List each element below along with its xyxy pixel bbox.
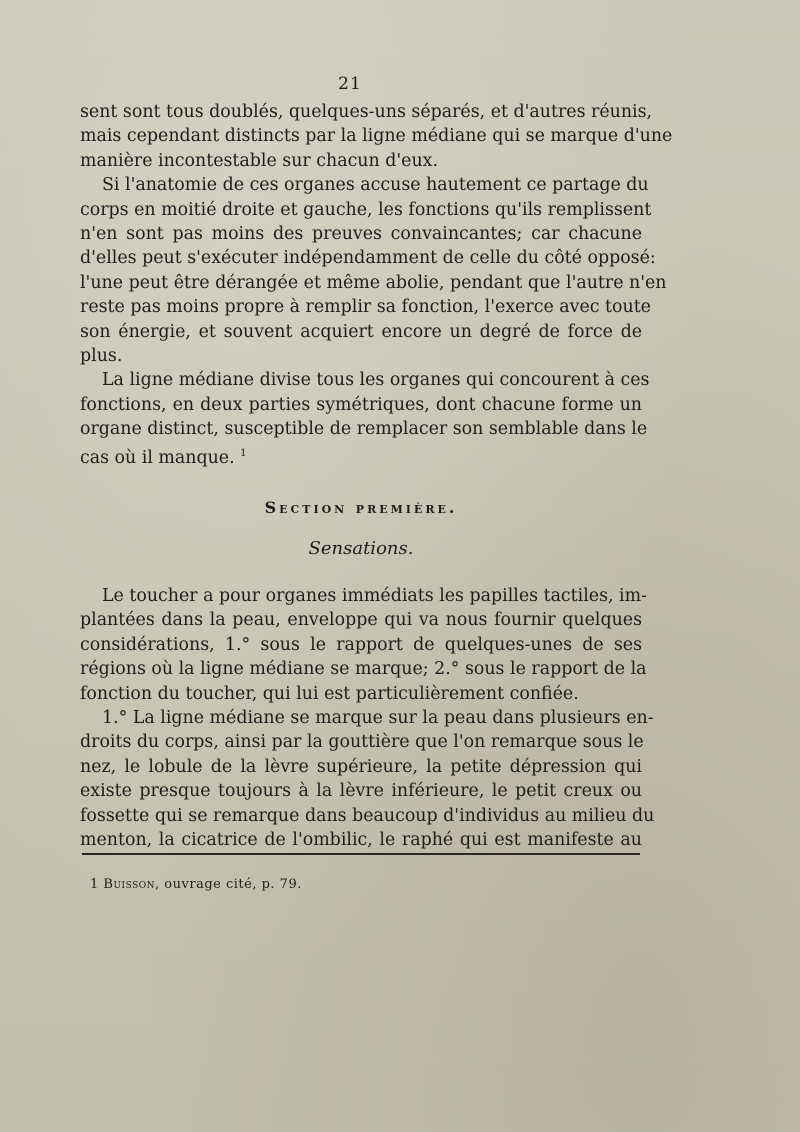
text-line: fonctions, en deux parties symétriques, dont chacune forme un xyxy=(80,394,642,415)
text-line: mais cependant distincts par la ligne médiane qui se marque d'une xyxy=(80,126,673,147)
text-line: nez, le lobule de la lèvre supérieure, la petite dépression qui xyxy=(80,756,642,777)
text-line: manière incontestable sur chacun d'eux. xyxy=(80,150,438,171)
footnote-mark: 1 xyxy=(90,877,99,892)
text-line: fonction du toucher, qui lui est particulièrement confiée. xyxy=(80,683,579,704)
text-line: Si l'anatomie de ces organes accuse hautement ce partage du xyxy=(102,175,649,196)
text-line: Le toucher a pour organes immédiats les papilles tactiles, im- xyxy=(102,586,647,606)
text-line: plus. xyxy=(80,346,123,367)
text-line: 1.° La ligne médiane se marque sur la peau dans plusieurs en- xyxy=(102,708,654,729)
text-line: n'en sont pas moins des preuves convaincantes; car chacune xyxy=(80,224,642,245)
section-subtitle: Sensations. xyxy=(308,538,414,559)
text-line: menton, la cicatrice de l'ombilic, le raphé qui est manifeste au xyxy=(80,830,642,851)
footnote-text: , ouvrage cité, p. 79. xyxy=(155,877,302,892)
footnote-author: Buisson xyxy=(103,877,156,892)
section-title: Section première. xyxy=(264,498,458,517)
body-text-top xyxy=(80,100,673,470)
text-line: d'elles peut s'exécuter indépendamment de celle du côté opposé: xyxy=(80,248,656,269)
text-line: existe presque toujours à la lèvre inférieure, le petit creux ou xyxy=(80,781,642,802)
text-line: La ligne médiane divise tous les organes qui concourent à ces xyxy=(102,370,650,391)
text-line: fossette qui se remarque dans beaucoup d'individus au milieu du xyxy=(80,805,655,826)
text-line: plantées dans la peau, enveloppe qui va nous fournir quelques xyxy=(80,610,642,631)
text-fragment: cas où il manque. xyxy=(80,447,235,468)
text-line: considérations, 1.° sous le rapport de quelques-unes de ses xyxy=(80,634,642,655)
text-line: corps en moitié droite et gauche, les fonctions qu'ils remplissent xyxy=(80,199,652,220)
text-line: reste pas moins propre à remplir sa fonction, l'exerce avec toute xyxy=(80,297,651,318)
text-line: droits du corps, ainsi par la gouttière que l'on remarque sous le xyxy=(80,732,644,753)
text-line: sent sont tous doublés, quelques-uns séparés, et d'autres réunis, xyxy=(80,102,653,122)
footnote-reference: 1 xyxy=(240,447,247,459)
footnote xyxy=(90,877,302,892)
text-line: régions où la ligne médiane se marque; 2.° sous le rapport de la xyxy=(80,659,647,680)
text-line: l'une peut être dérangée et même abolie, pendant que l'autre n'en xyxy=(80,272,667,293)
text-line: organe distinct, susceptible de remplacer son semblable dans le xyxy=(80,419,648,440)
page-number: 21 xyxy=(338,74,362,94)
body-text-bottom xyxy=(80,584,655,852)
text-line: son énergie, et souvent acquiert encore un degré de force de xyxy=(80,321,642,342)
text-line xyxy=(80,442,642,470)
footnote-divider xyxy=(82,853,640,855)
